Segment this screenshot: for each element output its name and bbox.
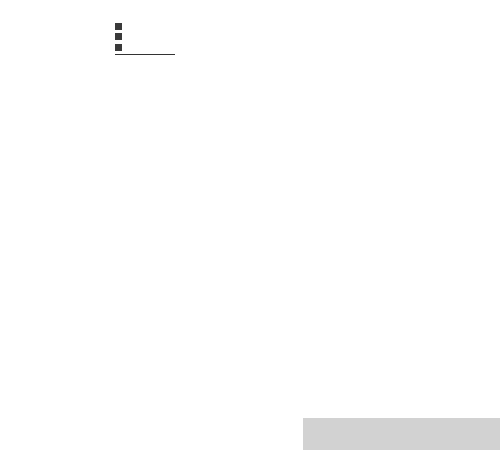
watermark (303, 418, 500, 450)
section-number-badge (115, 44, 122, 51)
footnote-divider (115, 54, 175, 55)
section-3-heading (115, 33, 365, 41)
section-2-heading (115, 23, 365, 30)
section-number-badge (115, 33, 122, 40)
section-number-badge (115, 23, 122, 30)
textbook-page (115, 20, 365, 55)
section-4-heading (115, 44, 365, 51)
